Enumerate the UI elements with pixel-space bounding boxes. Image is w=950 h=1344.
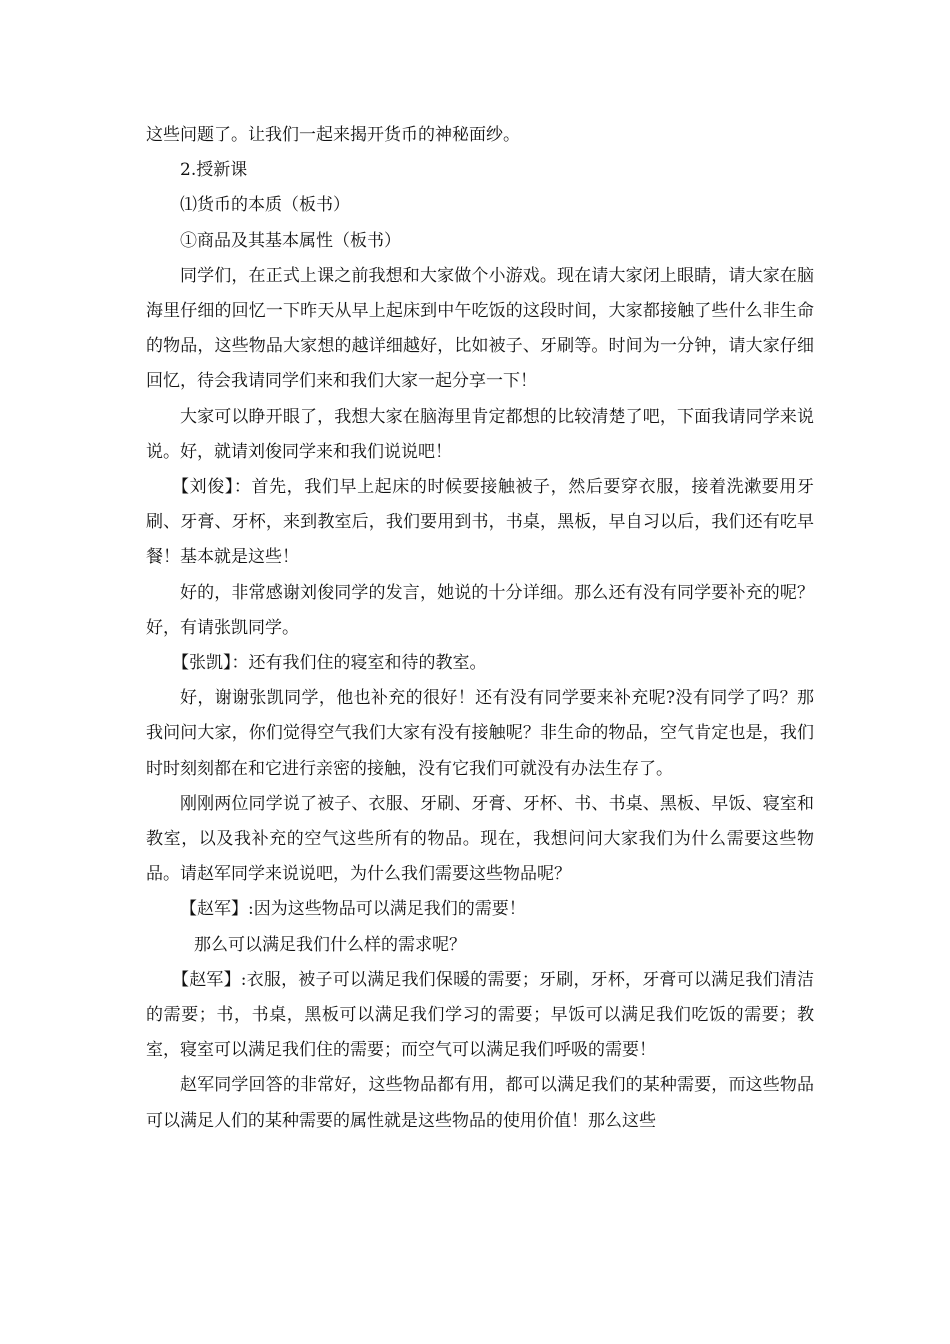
document-body bbox=[146, 118, 814, 1139]
paragraph-open-eyes: 大家可以睁开眼了，我想大家在脑海里肯定都想的比较清楚了吧，下面我请同学来说说。好，就请刘俊同学来和我们说说吧！ bbox=[146, 406, 814, 462]
paragraph-use-value: 赵军同学回答的非常好，这些物品都有用，都可以满足我们的某种需要，而这些物品可以满足人们的某种需要的属性就是这些物品的使用价值！那么这些 bbox=[146, 1075, 814, 1131]
section-heading-new-lesson: 2.授新课 bbox=[180, 160, 248, 181]
subsection-heading-currency-essence: ⑴货币的本质（板书） bbox=[180, 195, 350, 216]
dialogue-liu-jun: 【刘俊】：首先，我们早上起床的时候要接触被子，然后要穿衣服，接着洗漱要用牙刷、牙膏、牙杯，来到教室后，我们要用到书，书桌，黑板，早自习以后，我们还有吃早餐！基本就是这些！ bbox=[146, 477, 814, 568]
paragraph-thanks-liu-jun: 好的，非常感谢刘俊同学的发言，她说的十分详细。那么还有没有同学要补充的呢？好，有请张凯同学。 bbox=[146, 582, 814, 638]
dialogue-zhao-jun-1: 【赵军】:因为这些物品可以满足我们的需要！ bbox=[180, 899, 526, 920]
subsection-heading-commodity-attributes: ①商品及其基本属性（板书） bbox=[180, 230, 401, 251]
dialogue-zhang-kai: 【张凯】：还有我们住的寝室和待的教室。 bbox=[172, 653, 487, 674]
paragraph-items-summary: 刚刚两位同学说了被子、衣服、牙刷、牙膏、牙杯、书、书桌、黑板、早饭、寝室和教室，以及我补充的空气这些所有的物品。现在，我想问问大家我们为什么需要这些物品。请赵军同学来说说吧，为什么我们需要这些物品呢？ bbox=[146, 793, 814, 885]
paragraph-air-discussion: 好，谢谢张凯同学，他也补充的很好！还有没有同学要来补充呢?没有同学了吗？那我问问大家，你们觉得空气我们大家有没有接触呢？非生命的物品，空气肯定也是，我们时时刻刻都在和它进行亲密的接触，没有它我们可就没有办法生存了。 bbox=[146, 688, 814, 779]
dialogue-zhao-jun-2: 【赵军】:衣服，被子可以满足我们保暖的需要；牙刷，牙杯，牙膏可以满足我们清洁的需要；书，书桌，黑板可以满足我们学习的需要；早饭可以满足我们吃饭的需要；教室，寝室可以满足我们住的需要；而空气可以满足我们呼吸的需要！ bbox=[146, 969, 814, 1061]
paragraph-question-needs: 那么可以满足我们什么样的需求呢？ bbox=[194, 934, 466, 955]
paragraph-game-intro: 同学们，在正式上课之前我想和大家做个小游戏。现在请大家闭上眼睛，请大家在脑海里仔细的回忆一下昨天从早上起床到中午吃饭的这段时间，大家都接触了些什么非生命的物品，这些物品大家想的越详细越好，比如被子、牙刷等。时间为一分钟，请大家仔细回忆，待会我请同学们来和我们大家一起分享一下！ bbox=[146, 265, 814, 392]
paragraph-continuation: 这些问题了。让我们一起来揭开货币的神秘面纱。 bbox=[146, 125, 520, 145]
